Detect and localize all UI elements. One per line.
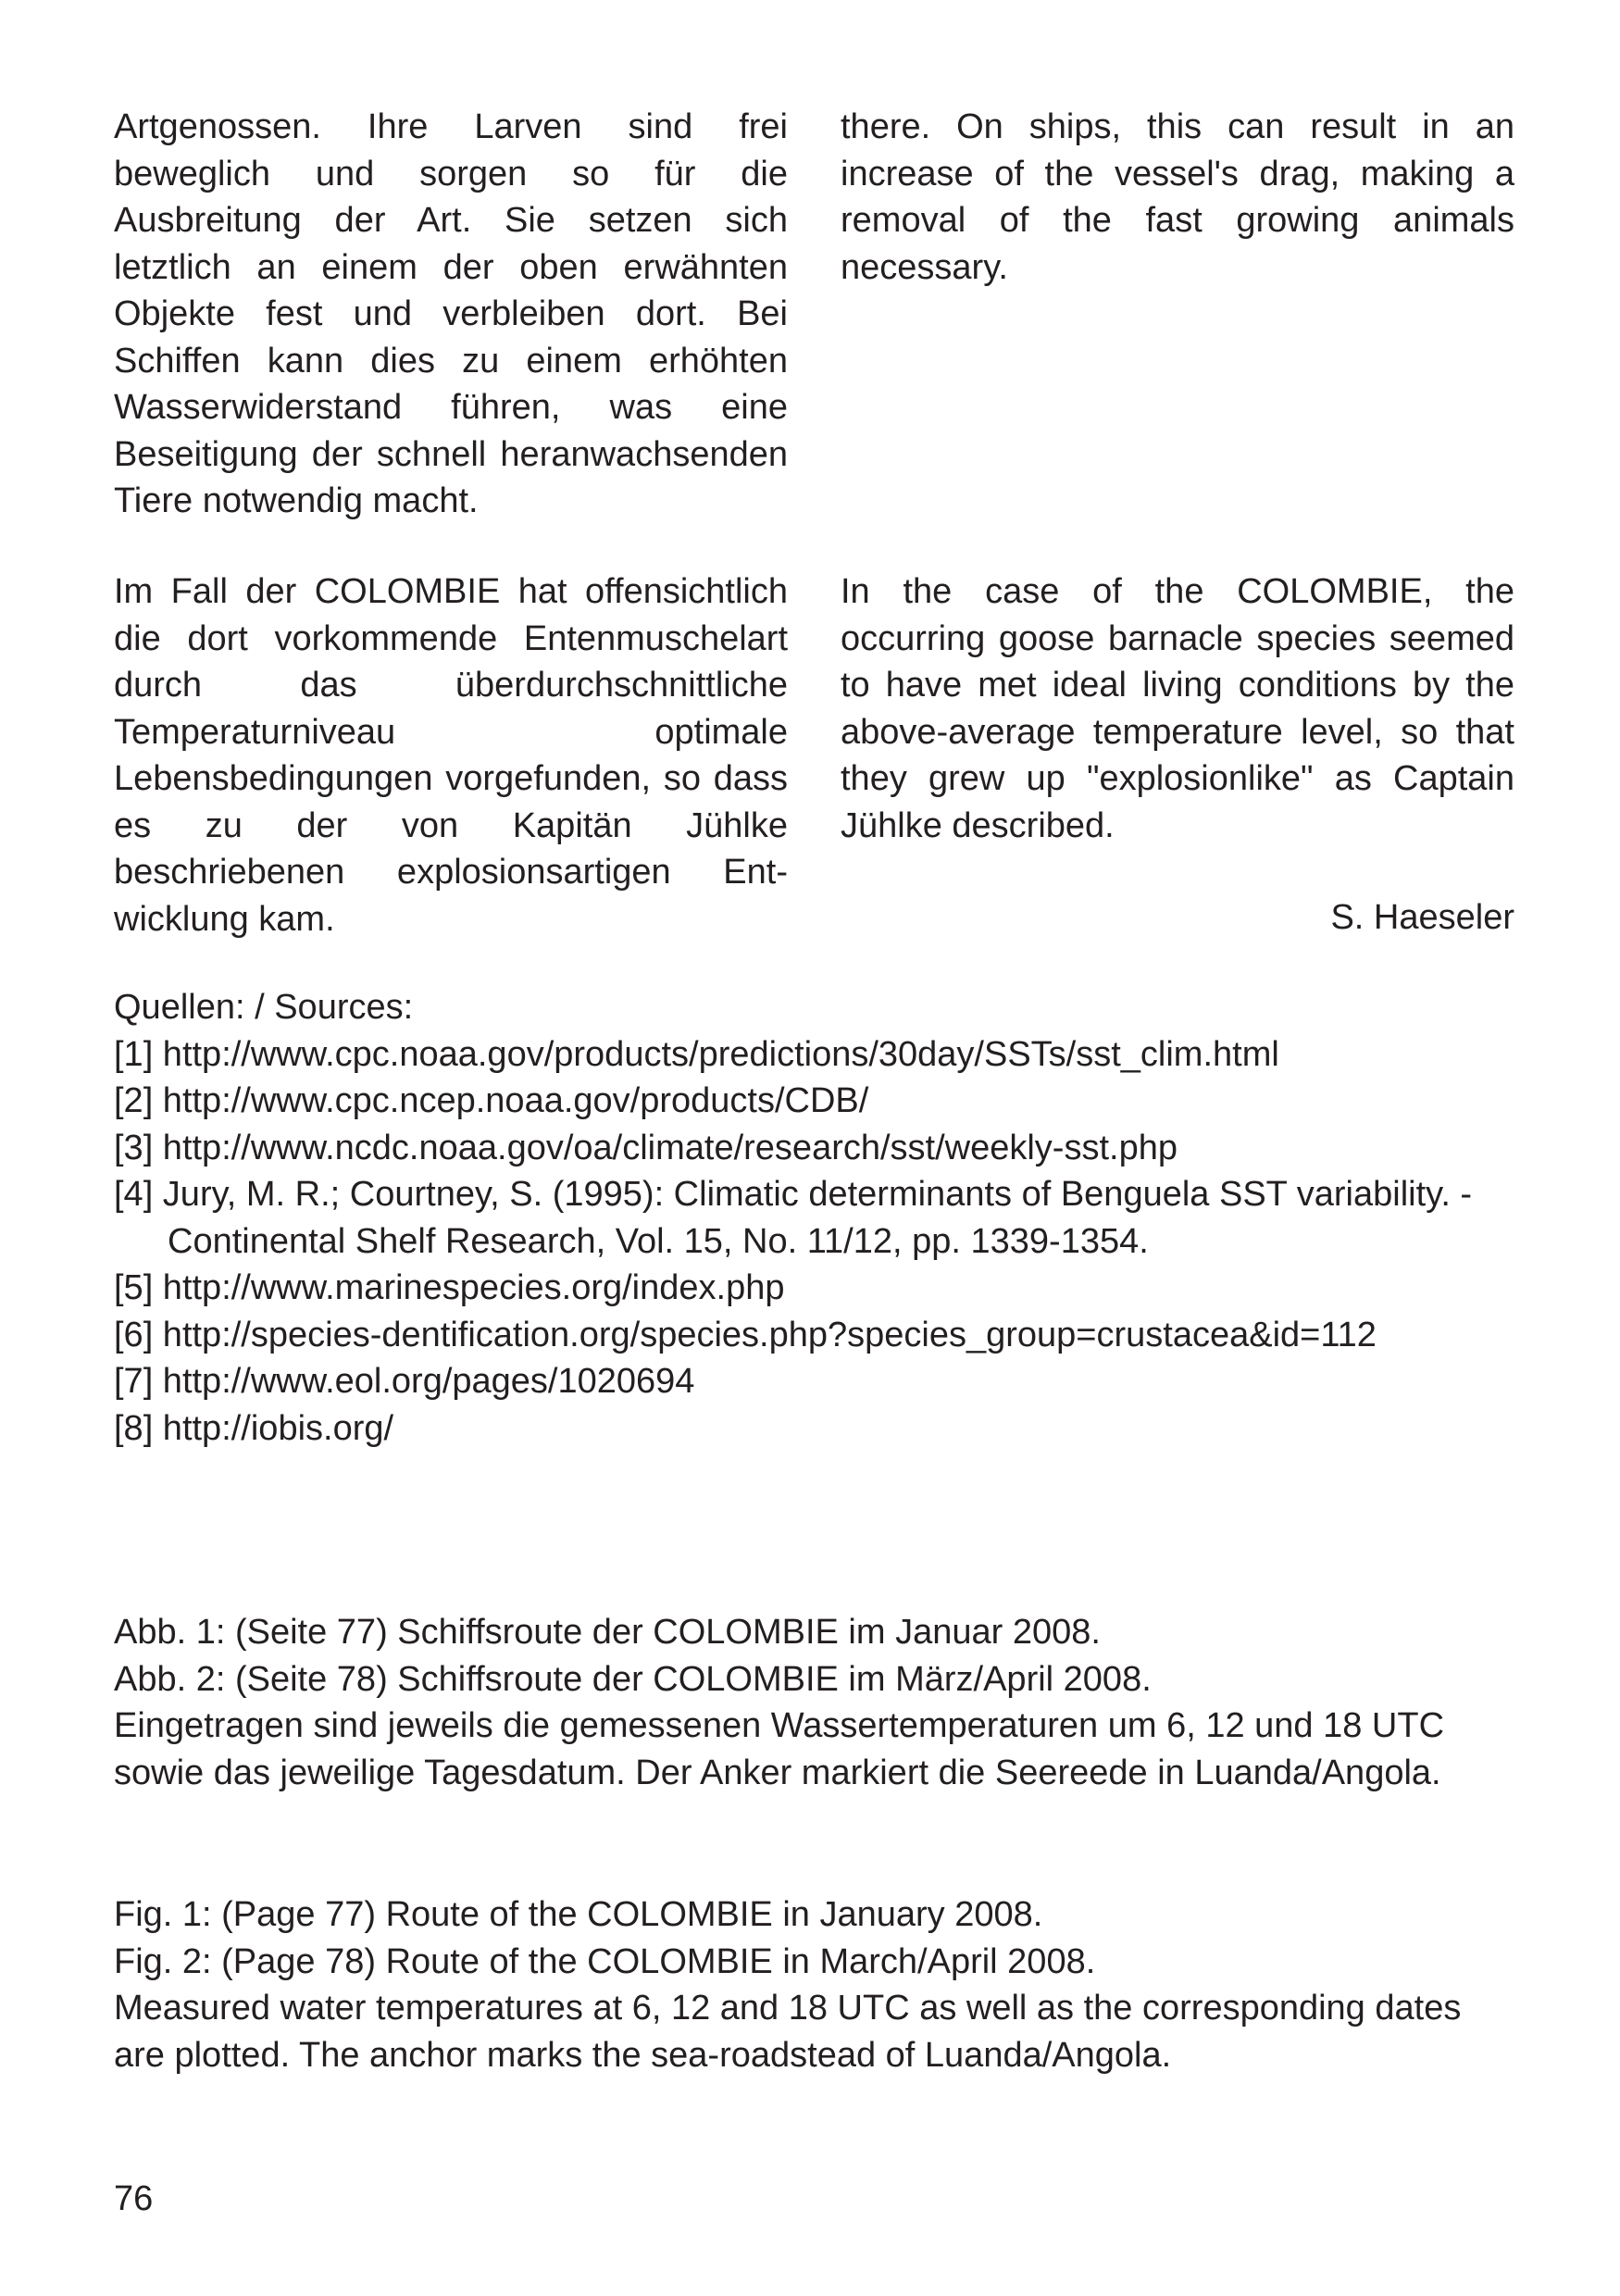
english-column	[841, 104, 1514, 291]
english-column-2	[841, 568, 1514, 849]
english-paragraph-2: In the case of the COLOMBIE, the occurring goose barnacle species seemed to have met ideal living conditions by the above-average temperature level, so that they grew up "explosionlike" as Captain Jühlke described.	[841, 572, 1514, 845]
german-column	[114, 104, 788, 525]
source-item: [2] http://www.cpc.ncep.noaa.gov/products/CDB/	[114, 1081, 869, 1120]
english-caption-fig2: Fig. 2: (Page 78) Route of the COLOMBIE in March/April 2008.	[114, 1941, 1096, 1981]
german-column-2	[114, 568, 788, 942]
source-item: [7] http://www.eol.org/pages/1020694	[114, 1362, 695, 1401]
author-signature: S. Haeseler	[1330, 898, 1514, 937]
page-number: 76	[114, 2179, 154, 2218]
sources-list	[114, 1031, 1521, 1453]
sources-heading: Quellen: / Sources:	[114, 988, 414, 1027]
sources-section	[114, 984, 1521, 1452]
german-captions	[114, 1609, 1502, 1796]
source-item: [6] http://species-dentification.org/species.php?species_group=crustacea&id=112	[114, 1315, 1377, 1354]
english-caption-fig1: Fig. 1: (Page 77) Route of the COLOMBIE in January 2008.	[114, 1895, 1043, 1934]
german-paragraph-2: Im Fall der COLOMBIE hat offensichtlich die dort vorkommende Entenmuschelart durch das überdurchschnittliche Temperaturniveau optimale Lebensbedingungen vorgefunden, so dass es zu der von Kapitän Jühlke beschriebenen explosionsartigen Entwicklung kam.	[114, 572, 788, 939]
source-item: [3] http://www.ncdc.noaa.gov/oa/climate/research/sst/weekly-sst.php	[114, 1128, 1178, 1167]
source-item: [8] http://iobis.org/	[114, 1408, 394, 1448]
german-caption-fig1: Abb. 1: (Seite 77) Schiffsroute der COLOMBIE im Januar 2008.	[114, 1613, 1101, 1652]
author-block	[841, 894, 1514, 942]
german-caption-description: Eingetragen sind jeweils die gemessenen Wassertemperaturen um 6, 12 und 18 UTC sowie das jeweilige Tagesdatum. Der Anker markiert die Seereede in Luanda/Angola.	[114, 1706, 1445, 1792]
german-caption-fig2: Abb. 2: (Seite 78) Schiffsroute der COLOMBIE im März/April 2008.	[114, 1659, 1152, 1699]
english-caption-description: Measured water temperatures at 6, 12 and 18 UTC as well as the corresponding dates are plotted. The anchor marks the sea-roadstead of Luanda/Angola.	[114, 1989, 1462, 2075]
english-captions	[114, 1891, 1521, 2078]
german-paragraph-1: Artgenossen. Ihre Larven sind frei beweglich und sorgen so für die Ausbreitung der Art. Sie setzen sich letztlich an einem der oben erwähnten Objekte fest und verbleiben dort. Bei Schiffen kann dies zu einem erhöhten Wasserwiderstand führen, was eine Beseitigung der schnell heranwachsenden Tiere notwendig macht.	[114, 107, 788, 520]
english-paragraph-1: there. On ships, this can result in an increase of the vessel's drag, making a removal of the fast growing animals necessary.	[841, 107, 1514, 287]
source-item: [4] Jury, M. R.; Courtney, S. (1995): Climatic determinants of Benguela SST variability. - Continental Shelf Research, Vol. 15, No. 11/12, pp. 1339-1354.	[114, 1175, 1473, 1261]
source-item: [5] http://www.marinespecies.org/index.php	[114, 1268, 785, 1307]
source-item: [1] http://www.cpc.noaa.gov/products/predictions/30day/SSTs/sst_clim.html	[114, 1034, 1279, 1074]
